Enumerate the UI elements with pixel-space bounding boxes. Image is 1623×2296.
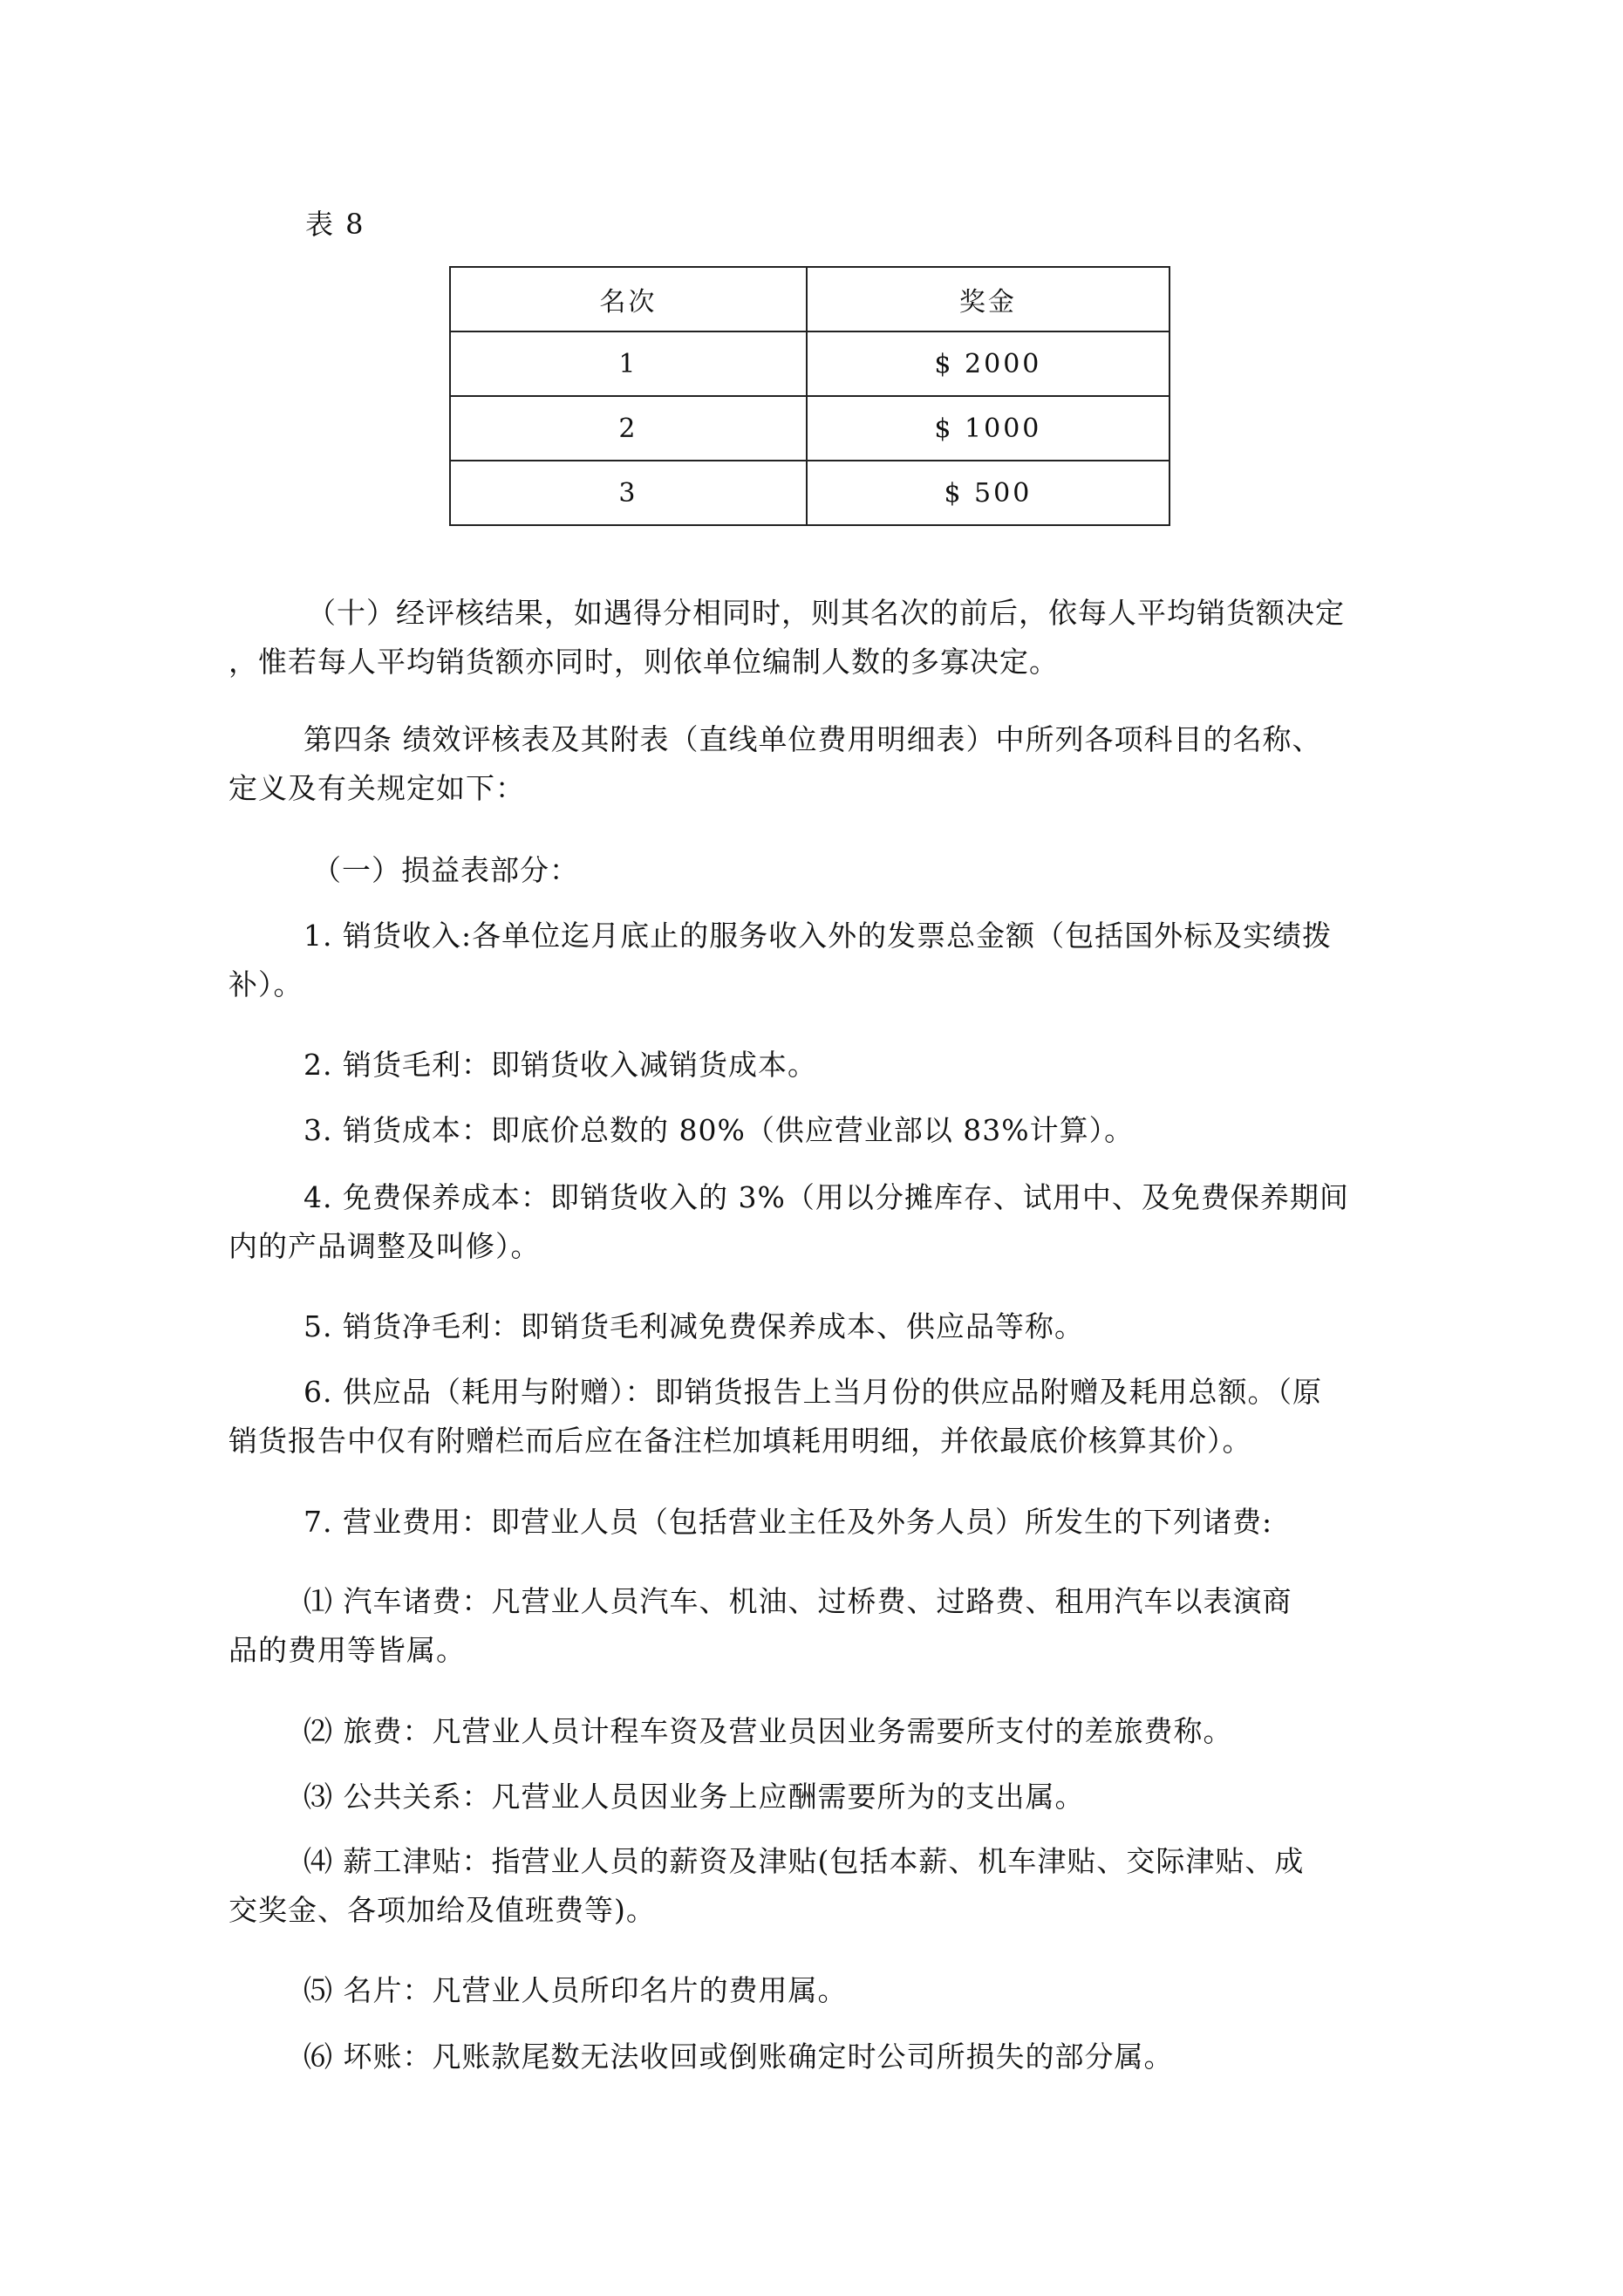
text-line: 2. 销货毛利：即销货收入减销货成本。 [303, 1048, 817, 1082]
text-line: ⑷ 薪工津贴：指营业人员的薪资及津贴(包括本薪、机车津贴、交际津贴、成 [303, 1844, 1305, 1878]
text-line: 4. 免费保养成本：即销货收入的 3%（用以分摊库存、试用中、及免费保养期间 [303, 1180, 1349, 1214]
table-row [450, 396, 1170, 461]
bonus-cell: $ 2000 [807, 331, 1170, 396]
text-line: 第四条 绩效评核表及其附表（直线单位费用明细表）中所列各项科目的名称、 [303, 722, 1322, 756]
prize-table [449, 266, 1170, 526]
item-net-gross-profit [228, 1302, 1406, 1351]
item-cost-of-sales [228, 1106, 1406, 1155]
subitem-business-cards [228, 1966, 1406, 2015]
text-line: ，惟若每人平均销货额亦同时，则依单位编制人数的多寡决定。 [228, 645, 1059, 679]
table-caption: 表 8 [305, 208, 365, 241]
text-line: 交奖金、各项加给及值班费等)。 [228, 1893, 656, 1927]
text-line: 销货报告中仅有附赠栏而后应在备注栏加填耗用明细，并依最底价核算其价）。 [228, 1424, 1252, 1458]
item-supplies [228, 1368, 1406, 1466]
column-header-bonus: 奖金 [807, 267, 1170, 331]
text-line: 品的费用等皆属。 [228, 1633, 466, 1667]
text-line: 5. 销货净毛利：即销货毛利减免费保养成本、供应品等称。 [303, 1309, 1084, 1343]
table-row [450, 461, 1170, 525]
paragraph-ten [228, 589, 1406, 687]
paragraph-article-four [228, 715, 1406, 813]
rank-cell: 1 [450, 331, 807, 396]
text-line: ⑵ 旅费：凡营业人员计程车资及营业员因业务需要所支付的差旅费称。 [303, 1714, 1233, 1748]
subitem-bad-debts [228, 2033, 1406, 2081]
paragraph-section-one [228, 846, 1406, 895]
text-line: 内的产品调整及叫修）。 [228, 1229, 541, 1263]
bonus-cell: $ 500 [807, 461, 1170, 525]
rank-cell: 2 [450, 396, 807, 461]
subitem-car-expenses [228, 1577, 1406, 1675]
table-header-row [450, 267, 1170, 331]
text-line: ⑴ 汽车诸费：凡营业人员汽车、机油、过桥费、过路费、租用汽车以表演商 [303, 1584, 1292, 1618]
text-line: ⑶ 公共关系：凡营业人员因业务上应酬需要所为的支出属。 [303, 1780, 1085, 1814]
column-header-rank: 名次 [450, 267, 807, 331]
subitem-salary-allowance [228, 1837, 1406, 1935]
rank-cell: 3 [450, 461, 807, 525]
table-row [450, 331, 1170, 396]
text-line: ⑸ 名片：凡营业人员所印名片的费用属。 [303, 1973, 848, 2007]
item-free-maintenance [228, 1173, 1406, 1271]
text-line: ⑹ 坏账：凡账款尾数无法收回或倒账确定时公司所损失的部分属。 [303, 2040, 1174, 2074]
item-sales-revenue [228, 912, 1406, 1009]
text-line: 7. 营业费用：即营业人员（包括营业主任及外务人员）所发生的下列诸费: [303, 1505, 1273, 1539]
subitem-travel [228, 1707, 1406, 1756]
text-line: 6. 供应品（耗用与附赠）：即销货报告上当月份的供应品附赠及耗用总额。（原 [303, 1375, 1322, 1409]
text-line: 1. 销货收入:各单位迄月底止的服务收入外的发票总金额（包括国外标及实绩拨 [303, 919, 1333, 953]
text-line: 补）。 [228, 967, 303, 1001]
bonus-cell: $ 1000 [807, 396, 1170, 461]
text-line: 定义及有关规定如下： [228, 771, 525, 805]
text-line: 3. 销货成本：即底价总数的 80%（供应营业部以 83%计算）。 [303, 1113, 1135, 1147]
text-line: （十）经评核结果，如遇得分相同时，则其名次的前后，依每人平均销货额决定 [307, 596, 1345, 630]
item-operating-expenses [228, 1498, 1406, 1547]
subitem-public-relations [228, 1773, 1406, 1821]
text-line: （一）损益表部分： [312, 853, 579, 887]
item-gross-profit [228, 1041, 1406, 1090]
